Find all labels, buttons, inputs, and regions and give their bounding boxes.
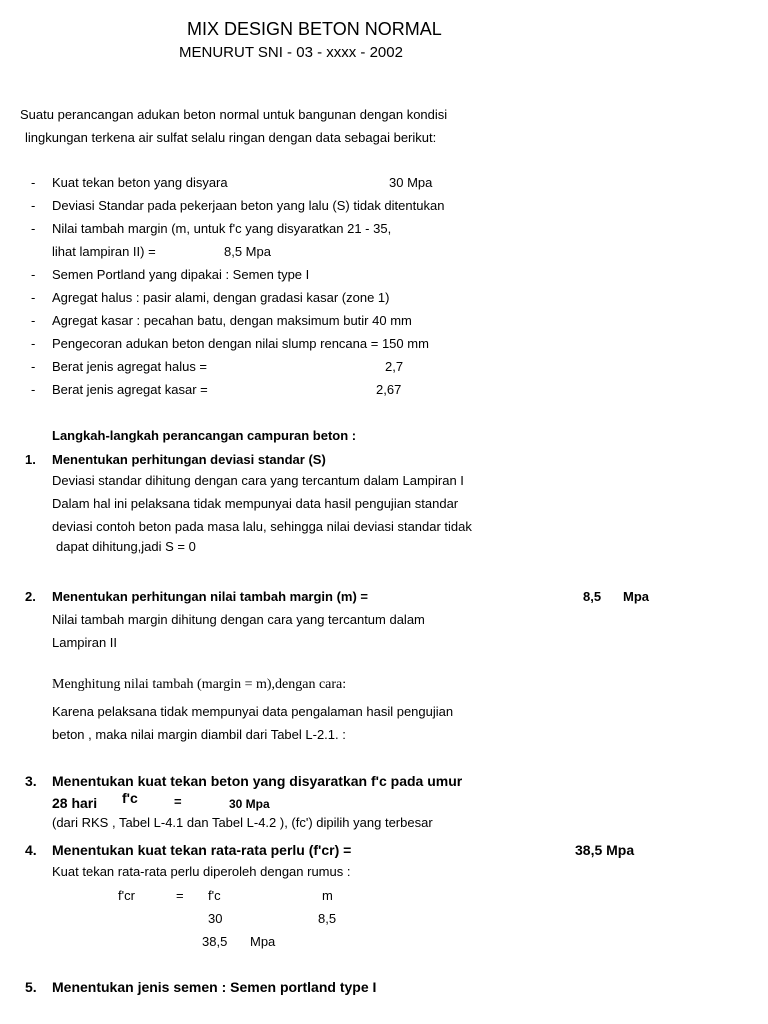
step-title: Menentukan perhitungan nilai tambah margin (m) = (52, 589, 369, 604)
list-bullet: - (31, 359, 36, 374)
list-item: Berat jenis agregat halus = (52, 359, 208, 374)
step-body-line: Kuat tekan rata-rata perlu diperoleh dengan rumus : (52, 864, 351, 879)
list-bullet: - (31, 221, 36, 236)
step-title: Menentukan kuat tekan rata-rata perlu (f'cr) = (52, 842, 352, 858)
step-number: 1. (25, 452, 36, 467)
list-item: Kuat tekan beton yang disyara (52, 175, 228, 190)
list-item: Agregat kasar : pecahan batu, dengan maksimum butir 40 mm (52, 313, 412, 328)
page-subtitle: MENURUT SNI - 03 - xxxx - 2002 (179, 44, 403, 61)
list-item: Berat jenis agregat kasar = (52, 382, 208, 397)
step-unit: Mpa (623, 589, 649, 604)
list-item: Deviasi Standar pada pekerjaan beton yang lalu (S) tidak ditentukan (52, 198, 445, 213)
list-item-value: 2,7 (385, 359, 404, 374)
step-value: 8,5 (583, 589, 602, 604)
list-item: Agregat halus : pasir alami, dengan gradasi kasar (zone 1) (52, 290, 390, 305)
list-item: Pengecoran adukan beton dengan nilai slump rencana = 150 mm (52, 336, 429, 351)
formula-term-1: f'c (208, 888, 221, 903)
steps-heading: Langkah-langkah perancangan campuran beton : (52, 428, 357, 443)
step-body-line: (dari RKS , Tabel L-4.1 dan Tabel L-4.2 ), (fc') dipilih yang terbesar (52, 815, 433, 830)
list-item: Nilai tambah margin (m, untuk f'c yang disyaratkan 21 - 35, (52, 221, 392, 236)
intro-line-1: Suatu perancangan adukan beton normal untuk bangunan dengan kondisi (20, 107, 448, 122)
intro-line-2: lingkungan terkena air sulfat selalu ringan dengan data sebagai berikut: (25, 130, 437, 145)
step-body-line: Deviasi standar dihitung dengan cara yang tercantum dalam Lampiran I (52, 473, 464, 488)
step-symbol: f'c (122, 790, 138, 806)
step-title: Menentukan kuat tekan beton yang disyaratkan f'c pada umur (52, 773, 463, 789)
step-value: 38,5 Mpa (575, 842, 635, 858)
list-item: lihat lampiran II) = (52, 244, 156, 259)
step-body-line: beton , maka nilai margin diambil dari Tabel L-2.1. : (52, 727, 346, 742)
step-body-line: Karena pelaksana tidak mempunyai data pengalaman hasil pengujian (52, 704, 454, 719)
list-bullet: - (31, 382, 36, 397)
formula-lhs: f'cr (118, 888, 135, 903)
list-bullet: - (31, 267, 36, 282)
list-bullet: - (31, 313, 36, 328)
formula-result-unit: Mpa (250, 934, 276, 949)
list-bullet: - (31, 175, 36, 190)
step-note-serif: Menghitung nilai tambah (margin = m),dengan cara: (52, 677, 347, 692)
step-body-line: Nilai tambah margin dihitung dengan cara yang tercantum dalam (52, 612, 425, 627)
list-bullet: - (31, 290, 36, 305)
formula-term-2: m (322, 888, 333, 903)
step-body-line: Lampiran II (52, 635, 118, 650)
step-number: 2. (25, 589, 36, 604)
step-number: 5. (25, 979, 37, 995)
step-title-cont: 28 hari (52, 795, 98, 811)
step-equals: = (174, 794, 182, 809)
step-number: 3. (25, 773, 37, 789)
list-item-value: 8,5 Mpa (224, 244, 271, 259)
list-item-value: 2,67 (376, 382, 402, 397)
list-bullet: - (31, 198, 36, 213)
list-item-value: 30 Mpa (389, 175, 433, 190)
step-number: 4. (25, 842, 37, 858)
step-body-line: dapat dihitung,jadi S = 0 (56, 539, 196, 554)
formula-equals: = (176, 888, 184, 903)
step-value: 30 Mpa (229, 797, 270, 811)
formula-value-1: 30 (208, 911, 223, 926)
formula-value-2: 8,5 (318, 911, 337, 926)
step-body-line: Dalam hal ini pelaksana tidak mempunyai data hasil pengujian standar (52, 496, 459, 511)
step-body-line: deviasi contoh beton pada masa lalu, sehingga nilai deviasi standar tidak (52, 519, 472, 534)
step-title: Menentukan perhitungan deviasi standar (S) (52, 452, 326, 467)
page-title: MIX DESIGN BETON NORMAL (187, 19, 442, 39)
formula-result: 38,5 (202, 934, 228, 949)
list-bullet: - (31, 336, 36, 351)
step-title: Menentukan jenis semen : Semen portland type I (52, 979, 377, 995)
list-item: Semen Portland yang dipakai : Semen type I (52, 267, 310, 282)
